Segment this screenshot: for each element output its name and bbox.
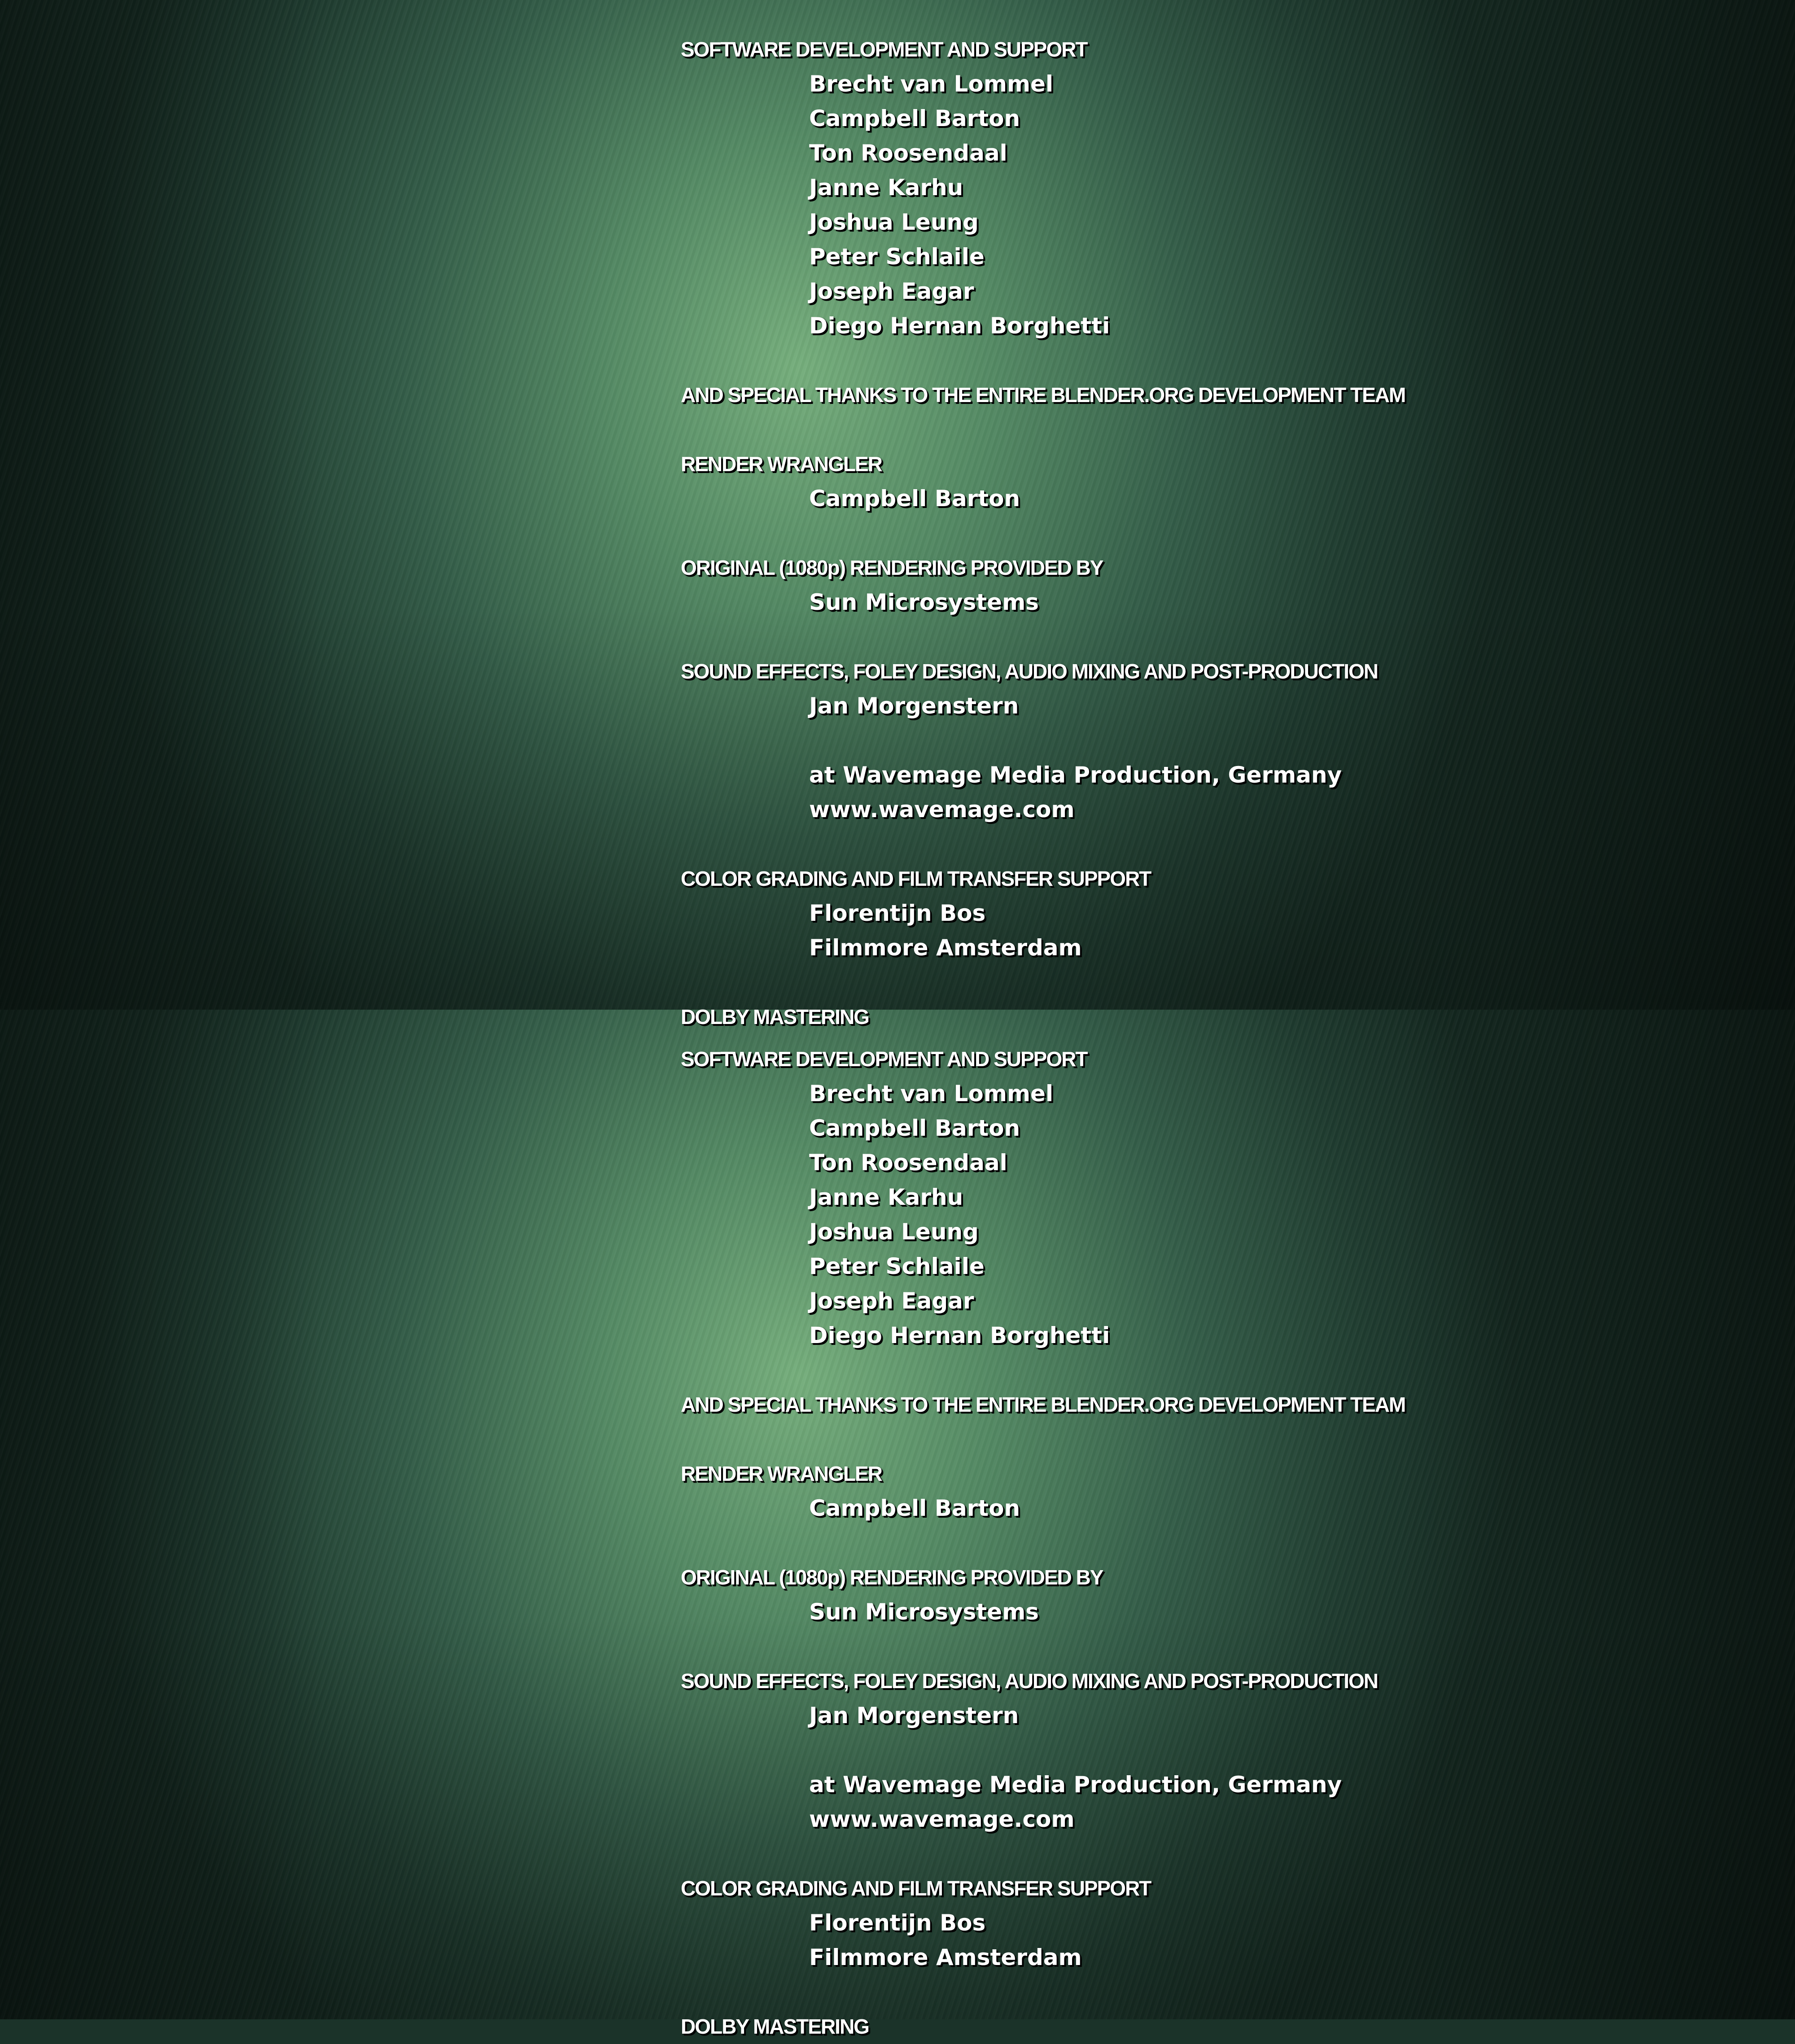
section-heading-software: SOFTWARE DEVELOPMENT AND SUPPORT <box>681 32 1405 67</box>
credit-website: www.wavemage.com <box>681 1802 1405 1837</box>
section-heading-sound: SOUND EFFECTS, FOLEY DESIGN, AUDIO MIXING AND POST-PRODUCTION <box>681 654 1405 689</box>
credit-name: Campbell Barton <box>681 1111 1405 1146</box>
section-heading-dolby: DOLBY MASTERING <box>681 2009 1405 2027</box>
credit-name: Peter Schlaile <box>681 240 1405 274</box>
section-heading-thanks: AND SPECIAL THANKS TO THE ENTIRE BLENDER.ORG DEVELOPMENT TEAM <box>681 1387 1405 1422</box>
section-heading-original-render: ORIGINAL (1080p) RENDERING PROVIDED BY <box>681 1560 1405 1595</box>
credit-name: Sun Microsystems <box>681 585 1405 620</box>
credit-name: Joshua Leung <box>681 205 1405 240</box>
credit-name: Ton Roosendaal <box>681 1146 1405 1180</box>
credit-name: Filmmore Amsterdam <box>681 931 1405 965</box>
section-heading-color: COLOR GRADING AND FILM TRANSFER SUPPORT <box>681 1871 1405 1906</box>
credit-name: Peter Schlaile <box>681 1249 1405 1284</box>
credit-name: Diego Hernan Borghetti <box>681 309 1405 343</box>
credit-name: Jan Morgenstern <box>681 689 1405 723</box>
section-heading-thanks: AND SPECIAL THANKS TO THE ENTIRE BLENDER.ORG DEVELOPMENT TEAM <box>681 378 1405 412</box>
credit-name: Janne Karhu <box>681 1180 1405 1215</box>
credit-website: www.wavemage.com <box>681 792 1405 827</box>
credit-name: Sun Microsystems <box>681 1595 1405 1629</box>
credit-name: Florentijn Bos <box>681 1906 1405 1940</box>
section-heading-dolby: DOLBY MASTERING <box>681 1000 1405 1018</box>
credit-company: at Wavemage Media Production, Germany <box>681 758 1405 792</box>
credit-name: Joseph Eagar <box>681 274 1405 309</box>
section-heading-sound: SOUND EFFECTS, FOLEY DESIGN, AUDIO MIXING AND POST-PRODUCTION <box>681 1664 1405 1698</box>
credit-name: Campbell Barton <box>681 1491 1405 1526</box>
section-heading-render: RENDER WRANGLER <box>681 1457 1405 1491</box>
credit-name: Janne Karhu <box>681 171 1405 205</box>
credit-name: Brecht van Lommel <box>681 1077 1405 1111</box>
credit-name: Joshua Leung <box>681 1215 1405 1249</box>
credit-name: Filmmore Amsterdam <box>681 1940 1405 1975</box>
credit-name: Ton Roosendaal <box>681 136 1405 171</box>
credit-name: Brecht van Lommel <box>681 67 1405 101</box>
section-heading-original-render: ORIGINAL (1080p) RENDERING PROVIDED BY <box>681 551 1405 585</box>
credit-name: Joseph Eagar <box>681 1284 1405 1318</box>
credit-name: Diego Hernan Borghetti <box>681 1318 1405 1353</box>
section-heading-color: COLOR GRADING AND FILM TRANSFER SUPPORT <box>681 862 1405 896</box>
section-heading-render: RENDER WRANGLER <box>681 447 1405 481</box>
credit-name: Campbell Barton <box>681 481 1405 516</box>
credit-name: Campbell Barton <box>681 101 1405 136</box>
section-heading-software: SOFTWARE DEVELOPMENT AND SUPPORT <box>681 1042 1405 1077</box>
credit-name: Jan Morgenstern <box>681 1698 1405 1733</box>
credit-name: Florentijn Bos <box>681 896 1405 931</box>
credit-company: at Wavemage Media Production, Germany <box>681 1768 1405 1802</box>
